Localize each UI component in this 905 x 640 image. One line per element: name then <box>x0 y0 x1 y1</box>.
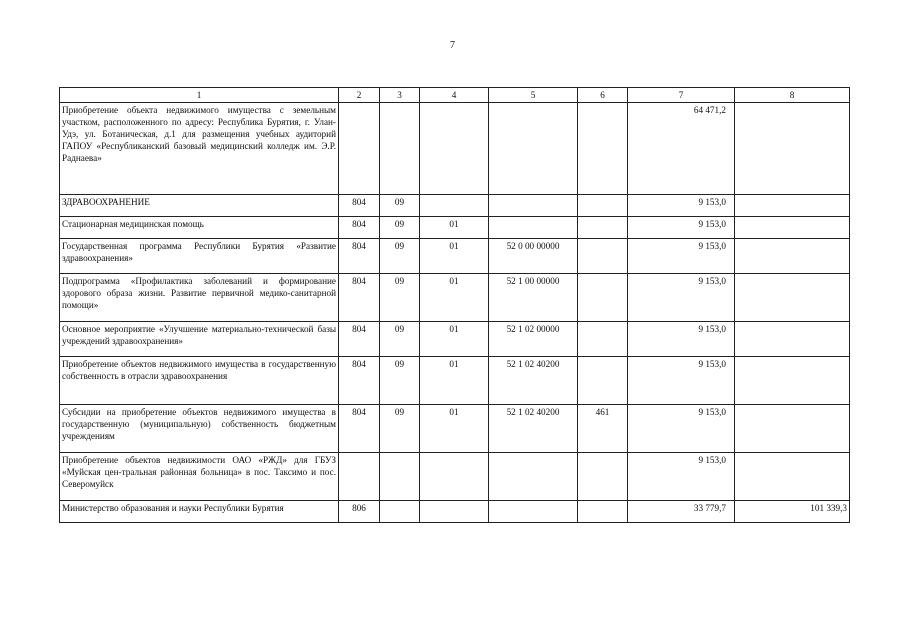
column-header-5: 5 <box>489 88 578 103</box>
cell-c4: 01 <box>420 322 489 357</box>
cell-c4: 01 <box>420 274 489 322</box>
page-number: 7 <box>450 40 455 51</box>
cell-c4: 01 <box>420 217 489 239</box>
table-row <box>60 453 850 501</box>
cell-c3: 09 <box>380 322 420 357</box>
cell-c8 <box>735 103 850 195</box>
cell-c3 <box>380 103 420 195</box>
cell-c8 <box>735 217 850 239</box>
cell-c8 <box>735 195 850 217</box>
cell-c7: 9 153,0 <box>628 274 735 322</box>
cell-c6 <box>578 195 628 217</box>
cell-c4 <box>420 453 489 501</box>
cell-c5: 52 0 00 00000 <box>489 239 578 274</box>
cell-c8 <box>735 274 850 322</box>
table-row <box>60 357 850 405</box>
cell-c2: 804 <box>339 405 380 453</box>
cell-c6 <box>578 501 628 523</box>
cell-c2: 804 <box>339 195 380 217</box>
cell-c7: 9 153,0 <box>628 322 735 357</box>
cell-c1: Субсидии на приобретение объектов недвижимого имущества в государственную (муниципальную) собственность бюджетным учреждениям <box>60 405 339 453</box>
cell-c4: 01 <box>420 405 489 453</box>
cell-c1: Стационарная медицинская помощь <box>60 217 339 239</box>
table-row <box>60 322 850 357</box>
cell-c2: 806 <box>339 501 380 523</box>
cell-c5: 52 1 02 00000 <box>489 322 578 357</box>
cell-c3: 09 <box>380 239 420 274</box>
cell-c2 <box>339 103 380 195</box>
cell-c2: 804 <box>339 274 380 322</box>
cell-c2: 804 <box>339 357 380 405</box>
budget-table <box>59 87 850 523</box>
cell-c7: 9 153,0 <box>628 217 735 239</box>
cell-c2: 804 <box>339 239 380 274</box>
cell-c3: 09 <box>380 195 420 217</box>
cell-c7: 9 153,0 <box>628 357 735 405</box>
cell-c5: 52 1 02 40200 <box>489 357 578 405</box>
cell-c1: ЗДРАВООХРАНЕНИЕ <box>60 195 339 217</box>
cell-c8 <box>735 322 850 357</box>
cell-c5 <box>489 453 578 501</box>
cell-c1: Приобретение объектов недвижимого имущества в государственную собственность в отрасли здравоохранения <box>60 357 339 405</box>
cell-c4 <box>420 103 489 195</box>
cell-c1: Основное мероприятие «Улучшение материально-технической базы учреждений здравоохранения» <box>60 322 339 357</box>
cell-c5 <box>489 501 578 523</box>
cell-c5 <box>489 103 578 195</box>
column-header-2: 2 <box>339 88 380 103</box>
table-row <box>60 405 850 453</box>
column-header-7: 7 <box>628 88 735 103</box>
cell-c3: 09 <box>380 274 420 322</box>
table-row <box>60 195 850 217</box>
table-body <box>60 103 850 523</box>
cell-c6 <box>578 239 628 274</box>
table-row <box>60 501 850 523</box>
cell-c4: 01 <box>420 357 489 405</box>
cell-c1: Министерство образования и науки Республики Бурятия <box>60 501 339 523</box>
cell-c2 <box>339 453 380 501</box>
cell-c4 <box>420 195 489 217</box>
cell-c7: 9 153,0 <box>628 239 735 274</box>
table-header-row <box>60 88 850 103</box>
cell-c5 <box>489 195 578 217</box>
cell-c5 <box>489 217 578 239</box>
cell-c3: 09 <box>380 405 420 453</box>
cell-c6: 461 <box>578 405 628 453</box>
column-header-6: 6 <box>578 88 628 103</box>
table-row <box>60 274 850 322</box>
cell-c4: 01 <box>420 239 489 274</box>
cell-c2: 804 <box>339 322 380 357</box>
cell-c6 <box>578 103 628 195</box>
cell-c3: 09 <box>380 217 420 239</box>
cell-c1: Приобретение объекта недвижимого имущества с земельным участком, расположенного по адресу: Республика Бурятия, г. Улан-Удэ, ул. Ботаническая, д.1 для размещения учебных аудиторий ГАПОУ «Республиканский базовый медицинский колледж им. Э.Р. Раднаева» <box>60 103 339 195</box>
cell-c8 <box>735 453 850 501</box>
cell-c6 <box>578 217 628 239</box>
cell-c3: 09 <box>380 357 420 405</box>
cell-c8: 101 339,3 <box>735 501 850 523</box>
cell-c5: 52 1 02 40200 <box>489 405 578 453</box>
cell-c7: 9 153,0 <box>628 453 735 501</box>
cell-c1: Государственная программа Республики Бурятия «Развитие здравоохранения» <box>60 239 339 274</box>
cell-c6 <box>578 322 628 357</box>
cell-c7: 9 153,0 <box>628 405 735 453</box>
column-header-8: 8 <box>735 88 850 103</box>
cell-c7: 9 153,0 <box>628 195 735 217</box>
cell-c3 <box>380 501 420 523</box>
table-row <box>60 239 850 274</box>
cell-c7: 64 471,2 <box>628 103 735 195</box>
cell-c6 <box>578 357 628 405</box>
table-row <box>60 217 850 239</box>
cell-c5: 52 1 00 00000 <box>489 274 578 322</box>
column-header-3: 3 <box>380 88 420 103</box>
cell-c6 <box>578 274 628 322</box>
cell-c7: 33 779,7 <box>628 501 735 523</box>
cell-c3 <box>380 453 420 501</box>
cell-c8 <box>735 405 850 453</box>
column-header-1: 1 <box>60 88 339 103</box>
cell-c8 <box>735 239 850 274</box>
cell-c2: 804 <box>339 217 380 239</box>
cell-c6 <box>578 453 628 501</box>
column-header-4: 4 <box>420 88 489 103</box>
cell-c4 <box>420 501 489 523</box>
cell-c8 <box>735 357 850 405</box>
cell-c1: Приобретение объектов недвижимости ОАО «РЖД» для ГБУЗ «Муйская цен-тральная районная больница» в пос. Таксимо и пос. Северомуйск <box>60 453 339 501</box>
table-row <box>60 103 850 195</box>
cell-c1: Подпрограмма «Профилактика заболеваний и формирование здорового образа жизни. Развитие первичной медико-санитарной помощи» <box>60 274 339 322</box>
